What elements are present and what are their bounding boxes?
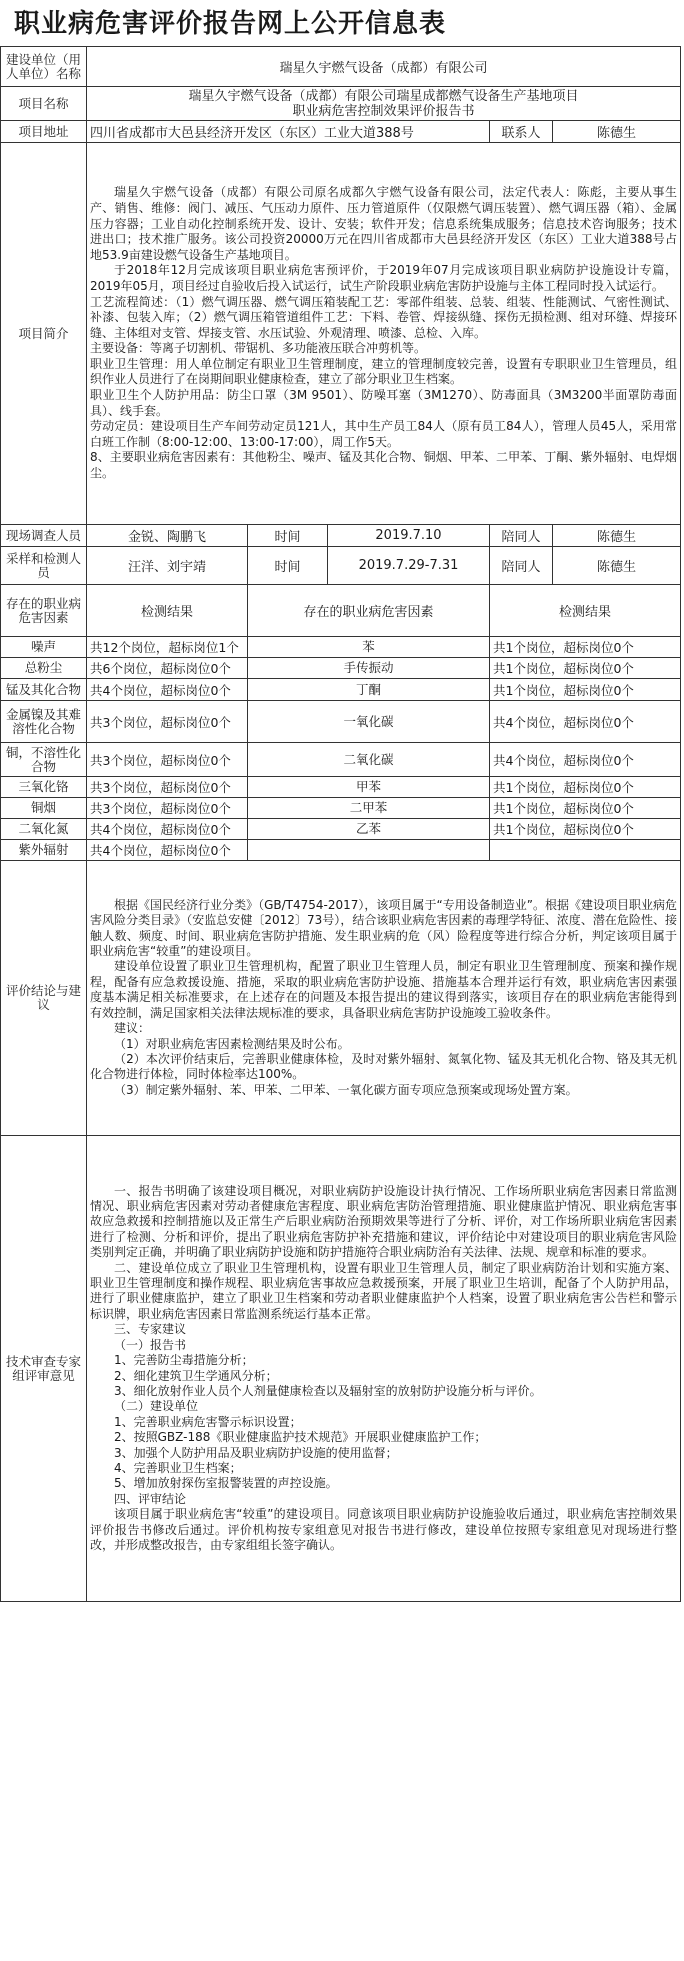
sampling-label: 采样和检测人员: [1, 547, 87, 585]
hazard-factor: 噪声: [1, 637, 87, 658]
hazard-factor-right: 甲苯: [248, 777, 490, 798]
review-paragraph: 一、报告书明确了该建设项目概况，对职业病防护设施设计执行情况、工作场所职业病危害因素日常监测情况、职业病危害因素对劳动者健康危害程度、职业病危害防治管理措施、职业健康监护情况、职业病危害事故应急救援和控制措施以及正常生产后职业病防治预期效果等进行了分析、评价，对工作场所职业病危害因素进行了检测、分析和评价，提出了职业病危害防护补充措施和建议，评价结论中对建设项目的职业病危害风险类别判定正确，并明确了职业病防护设施和防护措施符合职业病防治有关法律、法规、规章和标准的要求。: [90, 1183, 678, 1260]
hazard-row: [1, 798, 681, 819]
intro-body: [87, 143, 681, 525]
review-item: 3、细化放射作业人员个人剂量健康检查以及辐射室的放射防护设施分析与评价。: [114, 1383, 542, 1398]
conclusion-body: [87, 861, 681, 1136]
review-item: 2、细化建筑卫生学通风分析；: [114, 1368, 278, 1383]
hazard-factor-right: 二氧化碳: [248, 743, 490, 777]
project-value: [87, 87, 681, 121]
review-item: 3、加强个人防护用品及职业病防护设施的使用监督；: [114, 1445, 398, 1460]
hazard-factor-right: 二甲苯: [248, 798, 490, 819]
intro-paragraph: 职业卫生管理：用人单位制定有职业卫生管理制度，建立的管理制度较完善，设置有专职职业卫生管理员，组织作业人员进行了在岗期间职业健康检查，建立了部分职业卫生档案。: [90, 356, 678, 387]
review-item: 1、完善防尘毒措施分析；: [114, 1353, 254, 1368]
hazard-result: 共3个岗位，超标岗位0个: [87, 798, 248, 819]
conclusion-label: 评价结论与建议: [1, 861, 87, 1136]
hazard-factor: 铜烟: [1, 798, 87, 819]
conclusion-paragraph: 建设单位设置了职业卫生管理机构，配置了职业卫生管理人员，制定有职业卫生管理制度、预案和操作规程，配备有应急救援设施、措施，采取的职业病危害防护设施、措施基本合理并运行有效，职业病危害因素强度基本满足相关标准要求，在上述存在的问题及本报告提出的建议得到落实，该项目存在的职业病危害能得到有效控制，满足国家相关法律法规标准的要求，具备职业病危害防护设施竣工验收条件。: [90, 959, 678, 1020]
intro-label: 项目简介: [1, 143, 87, 525]
hazard-result: 共3个岗位，超标岗位0个: [87, 701, 248, 743]
review-section-title: 三、专家建议: [114, 1322, 187, 1337]
survey-row: [1, 525, 681, 547]
review-section-title: 四、评审结论: [114, 1491, 187, 1506]
hazard-result: 共4个岗位，超标岗位0个: [87, 840, 248, 861]
intro-row: [1, 143, 681, 525]
contact-value: 陈德生: [553, 121, 681, 143]
hazard-factor: 金属镍及其难溶性化合物: [1, 701, 87, 743]
hazard-result: 共6个岗位，超标岗位0个: [87, 658, 248, 679]
address-label: 项目地址: [1, 121, 87, 143]
project-label: 项目名称: [1, 87, 87, 121]
review-item: 1、完善职业病危害警示标识设置；: [114, 1414, 302, 1429]
hazard-row: [1, 679, 681, 701]
project-line: 职业病危害控制效果评价报告书: [292, 103, 475, 119]
hazard-factor-right: 丁酮: [248, 679, 490, 701]
sampling-escort: 陈德生: [553, 547, 681, 585]
hazard-result-right: 共4个岗位，超标岗位0个: [490, 743, 681, 777]
hazard-row: [1, 637, 681, 658]
intro-paragraph: 工艺流程简述：（1）燃气调压器、燃气调压箱装配工艺：零部件组装、总装、组装、性能测试、气密性测试、补漆、包装入库；（2）燃气调压箱管道组件工艺：下料、卷管、焊接纵缝、探伤无损检测、组对环缝、焊接环缝、主体组对支管、焊接支管、水压试验、外观清理、喷漆、总检、入库。: [90, 294, 678, 340]
intro-paragraph: 瑞星久宇燃气设备（成都）有限公司原名成都久宇燃气设备有限公司，法定代表人：陈彪，主要从事生产、销售、维修：阀门、减压、气压动力原件、压力管道原件（仅限燃气调压装置）、燃气调压器（箱）、金属压力容器；工业自动化控制系统开发、设计、安装；软件开发；信息系统集成服务；信息技术咨询服务；技术进出口；技术推广服务。该公司投资20000万元在四川省成都市大邑县经济开发区（东区）工业大道388号占地53.9亩建设燃气设备生产基地项目。: [90, 185, 678, 262]
hazard-result: 共3个岗位，超标岗位0个: [87, 777, 248, 798]
hazard-result-right: 共1个岗位，超标岗位0个: [490, 798, 681, 819]
hazard-factor: 紫外辐射: [1, 840, 87, 861]
hazard-result: 共3个岗位，超标岗位0个: [87, 743, 248, 777]
hazard-factor: 三氧化铬: [1, 777, 87, 798]
project-row: [1, 87, 681, 121]
page-title: 职业病危害评价报告网上公开信息表: [14, 9, 447, 39]
review-item: 4、完善职业卫生档案；: [114, 1460, 242, 1475]
review-row: [1, 1136, 681, 1602]
conclusion-row: [1, 861, 681, 1136]
hazard-result-right: 共1个岗位，超标岗位0个: [490, 819, 681, 840]
survey-label: 现场调查人员: [1, 525, 87, 547]
hazard-result-right: [490, 840, 681, 861]
hazard-result: 共4个岗位，超标岗位0个: [87, 679, 248, 701]
advice-item: （1）对职业病危害因素检测结果及时公布。: [114, 1036, 350, 1051]
hazard-row: [1, 743, 681, 777]
hazard-factor-right: 乙苯: [248, 819, 490, 840]
review-label: 技术审查专家组评审意见: [1, 1136, 87, 1602]
review-sub-title: （一）报告书: [114, 1337, 187, 1352]
survey-time-label: 时间: [248, 525, 328, 547]
hazard-header-result-2: 检测结果: [490, 585, 681, 637]
unit-row: [1, 47, 681, 87]
hazard-row: [1, 840, 681, 861]
hazard-factor-right: [248, 840, 490, 861]
hazard-row: [1, 658, 681, 679]
survey-escort-label: 陪同人: [490, 525, 553, 547]
sampling-time: 2019.7.29-7.31: [328, 547, 490, 585]
intro-paragraph: 职业卫生个人防护用品：防尘口罩（3M 9501）、防噪耳塞（3M1270）、防毒面具（3M3200半面罩防毒面具）、线手套。: [90, 388, 678, 418]
survey-escort: 陈德生: [553, 525, 681, 547]
advice-item: （2）本次评价结束后，完善职业健康体检，及时对紫外辐射、氮氧化物、锰及其无机化合物、铬及其无机化合物进行体检，同时体检率达100%。: [90, 1051, 678, 1082]
hazard-result-right: 共1个岗位，超标岗位0个: [490, 637, 681, 658]
sampling-time-label: 时间: [248, 547, 328, 585]
address-value: 四川省成都市大邑县经济开发区（东区）工业大道388号: [87, 121, 490, 143]
review-body: [87, 1136, 681, 1602]
hazard-result-right: 共4个岗位，超标岗位0个: [490, 701, 681, 743]
survey-time: 2019.7.10: [328, 525, 490, 547]
hazard-factor-right: 一氧化碳: [248, 701, 490, 743]
hazard-factor-right: 手传振动: [248, 658, 490, 679]
hazard-factor: 总粉尘: [1, 658, 87, 679]
address-row: [1, 121, 681, 143]
hazard-result: 共4个岗位，超标岗位0个: [87, 819, 248, 840]
hazard-factor-right: 苯: [248, 637, 490, 658]
unit-value: 瑞星久宇燃气设备（成都）有限公司: [87, 47, 681, 87]
hazard-factor: 二氧化氮: [1, 819, 87, 840]
review-sub-title: （二）建设单位: [114, 1399, 199, 1414]
intro-paragraph: 8、主要职业病危害因素有：其他粉尘、噪声、锰及其化合物、铜烟、甲苯、二甲苯、丁酮、紫外辐射、电焊烟尘。: [90, 450, 678, 481]
hazard-header-row: [1, 585, 681, 637]
hazard-rows: [1, 637, 681, 861]
hazard-row: [1, 777, 681, 798]
hazard-result: 共12个岗位，超标岗位1个: [87, 637, 248, 658]
intro-paragraph: 主要设备：等离子切割机、带锯机、多功能液压联合冲剪机等。: [90, 341, 427, 356]
intro-paragraph: 劳动定员：建设项目生产车间劳动定员121人，其中生产员工84人（原有员工84人），管理人员45人，采用常白班工作制（8:00-12:00、13:00-17:00），周工作5天。: [90, 419, 678, 449]
hazard-factor: 铜，不溶性化合物: [1, 743, 87, 777]
conclusion-paragraph: 根据《国民经济行业分类》（GB/T4754-2017），该项目属于“专用设备制造业”。根据《建设项目职业病危害风险分类目录》（安监总安健〔2012〕73号），结合该职业病危害因素的毒理学特征、浓度、潜在危险性、接触人数、频度、时间、职业病危害防护措施、发生职业病的危（风）险程度等进行综合分析，判定该项目属于职业病危害“较重”的建设项目。: [90, 897, 678, 959]
advice-title: 建议：: [114, 1021, 151, 1036]
advice-item: （3）制定紫外辐射、苯、甲苯、二甲苯、一氧化碳方面专项应急预案或现场处置方案。: [114, 1082, 578, 1097]
hazard-header-factor: 存在的职业病危害因素: [1, 585, 87, 637]
survey-people: 金锐、陶鹏飞: [87, 525, 248, 547]
hazard-header-factor-2: 存在的职业病危害因素: [248, 585, 490, 637]
sampling-row: [1, 547, 681, 585]
hazard-header-result: 检测结果: [87, 585, 248, 637]
hazard-row: [1, 819, 681, 840]
hazard-result-right: 共1个岗位，超标岗位0个: [490, 777, 681, 798]
hazard-factor: 锰及其化合物: [1, 679, 87, 701]
unit-label: 建设单位（用人单位）名称: [1, 47, 87, 87]
intro-paragraph: 于2018年12月完成该项目职业病危害预评价，于2019年07月完成该项目职业病防护设施设计专篇，2019年05月，项目经过自验收后投入试运行，试生产阶段职业病危害防护设施与主体工程同时投入试运行。: [90, 263, 678, 293]
review-paragraph: 二、建设单位成立了职业卫生管理机构，设置有职业卫生管理人员，制定了职业病防治计划和实施方案、职业卫生管理制度和操作规程、职业病危害事故应急救援预案，开展了职业卫生培训，配备了个人防护用品，进行了职业健康监护，建立了职业卫生档案和劳动者职业健康监护个人档案，设置了职业病危害公告栏和警示标识牌，职业病危害因素日常监测系统运行基本正常。: [90, 1260, 678, 1321]
review-item: 2、按照GBZ-188《职业健康监护技术规范》开展职业健康监护工作；: [114, 1430, 487, 1445]
hazard-result-right: 共1个岗位，超标岗位0个: [490, 658, 681, 679]
project-line: 瑞星久宇燃气设备（成都）有限公司瑞星成都燃气设备生产基地项目: [188, 88, 579, 104]
review-item: 5、增加放射探伤室报警装置的声控设施。: [114, 1476, 338, 1491]
info-table: [0, 46, 681, 1602]
hazard-row: [1, 701, 681, 743]
sampling-people: 汪洋、刘宇靖: [87, 547, 248, 585]
hazard-result-right: 共1个岗位，超标岗位0个: [490, 679, 681, 701]
review-paragraph: 该项目属于职业病危害“较重”的建设项目。同意该项目职业病防护设施验收后通过，职业病危害控制效果评价报告书修改后通过。评价机构按专家组意见对报告书进行修改，建设单位按照专家组意见对现场进行整改，并形成整改报告，由专家组组长签字确认。: [90, 1507, 678, 1552]
sampling-escort-label: 陪同人: [490, 547, 553, 585]
contact-label: 联系人: [490, 121, 553, 143]
